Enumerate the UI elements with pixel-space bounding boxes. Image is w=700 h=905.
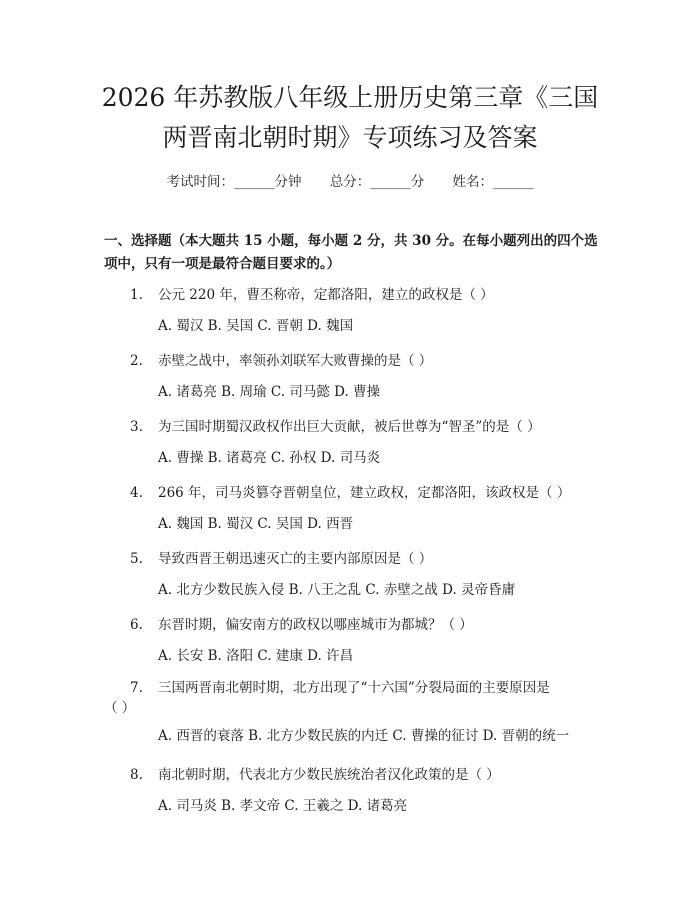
question-item (0, 351, 700, 417)
section-line-1: 一、选择题（本大题共 15 小题，每小题 2 分，共 30 分。在每小题列出的四个选 (104, 233, 598, 249)
question-stem: 南北朝时期，代表北方少数民族统治者汉化政策的是（ ） (158, 767, 500, 783)
title-line-2: 两晋南北朝时期》专项练习及答案 (162, 123, 538, 152)
question-stem: 266 年，司马炎篡夺晋朝皇位，建立政权，定都洛阳，该政权是（ ） (158, 485, 571, 501)
question-stem: 公元 220 年，曹丕称帝，定都洛阳，建立的政权是（ ） (158, 287, 494, 303)
title-line-1: 2026 年苏教版八年级上册历史第三章《三国 (101, 83, 599, 112)
question-number: 2. (130, 353, 143, 369)
question-item (0, 765, 700, 831)
question-number: 6. (130, 617, 143, 633)
question-number: 3. (130, 419, 143, 435)
exam-time: 考试时间：______分钟 (166, 174, 302, 190)
question-item (0, 549, 700, 615)
section-heading (104, 230, 604, 276)
question-item (0, 483, 700, 549)
question-options: A. 长安 B. 洛阳 C. 建康 D. 许昌 (158, 648, 354, 664)
question-stem: 赤壁之战中，率领孙刘联军大败曹操的是（ ） (158, 353, 433, 369)
question-number: 7. (130, 680, 143, 696)
question-number: 4. (130, 485, 143, 501)
section-line-2: 项中，只有一项是最符合题目要求的。） (104, 256, 341, 272)
question-item (0, 615, 700, 681)
question-stem: 三国两晋南北朝时期，北方出现了“十六国”分裂局面的主要原因是 (158, 680, 550, 696)
question-stem: 导致西晋王朝迅速灭亡的主要内部原因是（ ） (158, 551, 433, 567)
exam-score: 总分：______分 (329, 174, 425, 190)
question-options: A. 曹操 B. 诸葛亮 C. 孙权 D. 司马炎 (158, 450, 381, 466)
page-title (60, 78, 640, 158)
student-name: 姓名：______ (452, 174, 534, 190)
question-options: A. 北方少数民族入侵 B. 八王之乱 C. 赤壁之战 D. 灵帝昏庸 (158, 582, 516, 598)
question-stem: 为三国时期蜀汉政权作出巨大贡献，被后世尊为“智圣”的是（ ） (158, 419, 541, 435)
question-list (0, 285, 700, 831)
question-options: A. 西晋的衰落 B. 北方少数民族的内迁 C. 曹操的征讨 D. 晋朝的统一 (158, 728, 570, 744)
question-number: 5. (130, 551, 143, 567)
question-number: 8. (130, 767, 143, 783)
question-item (0, 285, 700, 351)
question-item (0, 681, 700, 765)
question-stem: 东晋时期，偏安南方的政权以哪座城市为都城？（ ） (158, 617, 473, 633)
question-stem-continuation: （ ） (104, 700, 136, 716)
question-options: A. 蜀汉 B. 吴国 C. 晋朝 D. 魏国 (158, 318, 354, 334)
question-options: A. 司马炎 B. 孝文帝 C. 王羲之 D. 诸葛亮 (158, 798, 408, 814)
exam-info (0, 170, 700, 190)
question-options: A. 诸葛亮 B. 周瑜 C. 司马懿 D. 曹操 (158, 384, 381, 400)
question-number: 1. (130, 287, 143, 303)
question-item (0, 417, 700, 483)
question-options: A. 魏国 B. 蜀汉 C. 吴国 D. 西晋 (158, 516, 354, 532)
